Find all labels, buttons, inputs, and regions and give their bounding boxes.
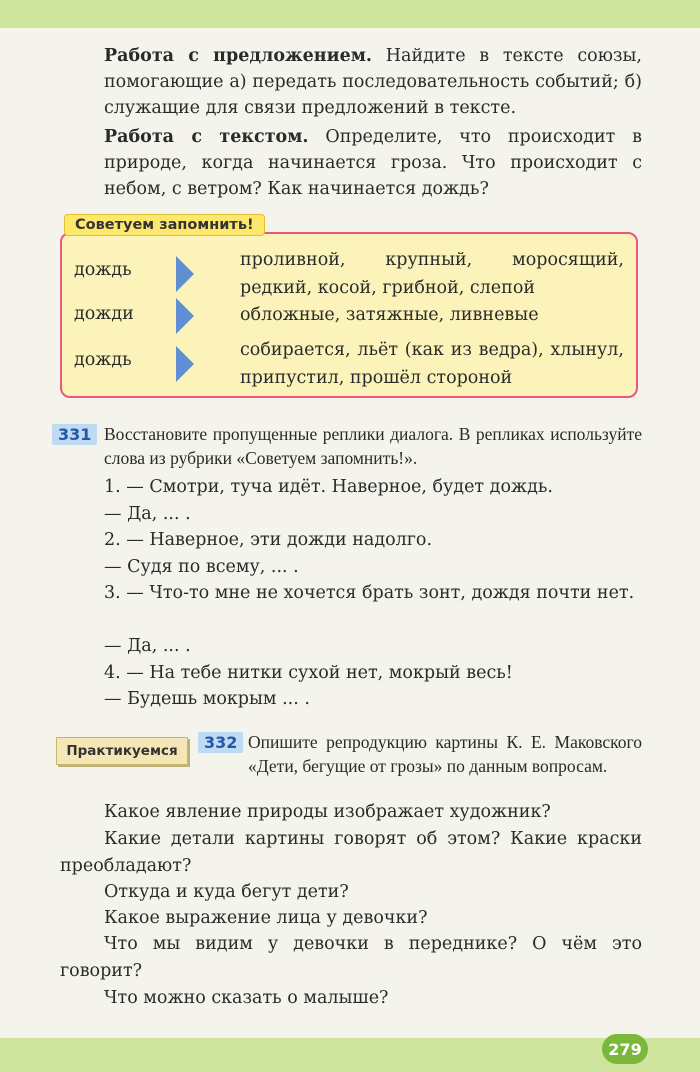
memo-description: обложные, затяжные, ливневые (240, 305, 539, 325)
top-color-band (0, 0, 700, 28)
memo-box (60, 232, 638, 398)
sentence-task-title: Работа с предложением. (104, 46, 373, 66)
sentence-task-text: Найдите в тексте союзы, помогающие а) передать последовательность событий; б) служащие для связи предложений в тексте. (104, 46, 642, 118)
memo-title: Советуем запомнить! (64, 214, 265, 236)
dialogue-line: — Да, ... . (104, 504, 191, 524)
question-line: Что мы видим у девочки в переднике? О чём это говорит? (60, 934, 642, 981)
exercise-instruction: Восстановите пропущенные реплики диалога. В репликах используйте слова из рубрики «Советуем запомнить!». (104, 424, 642, 468)
practice-tag: Практикуемся (56, 737, 188, 765)
memo-word: дождь (74, 350, 132, 370)
exercise-number: 331 (52, 424, 97, 445)
question-line: Какое выражение лица у девочки? (104, 908, 428, 928)
dialogue-line: — Судя по всему, ... . (104, 557, 299, 577)
dialogue-line: 3. — Что-то мне не хочется брать зонт, дождя почти нет. (104, 583, 635, 603)
question-line: Какое явление природы изображает художник? (104, 802, 551, 822)
memo-description: проливной, крупный, моросящий, редкий, косой, грибной, слепой (240, 250, 624, 298)
arrow-right-icon (176, 298, 194, 334)
text-task-title: Работа с текстом. (104, 127, 309, 147)
dialogue-line: — Да, ... . (104, 636, 191, 656)
dialogue-line: — Будешь мокрым ... . (104, 689, 310, 709)
question-line: Что можно сказать о малыше? (104, 988, 389, 1008)
bottom-color-band (0, 1038, 700, 1072)
text-task (104, 124, 642, 202)
arrow-right-icon (176, 346, 194, 382)
memo-description: собирается, льёт (как из ведра), хлынул, припустил, прошёл стороной (240, 340, 624, 388)
memo-word: дождь (74, 260, 132, 280)
dialogue-line: 4. — На тебе нитки сухой нет, мокрый весь! (104, 663, 513, 683)
exercise-instruction: Опишите репродукцию картины К. Е. Маковского «Дети, бегущие от грозы» по данным вопросам. (248, 732, 642, 776)
memo-row (62, 246, 636, 302)
exercise-number: 332 (198, 732, 243, 753)
arrow-right-icon (176, 256, 194, 292)
sentence-task (104, 43, 642, 121)
text-task-text: Определите, что происходит в природе, когда начинается гроза. Что происходит с небом, с ветром? Как начинается дождь? (104, 127, 642, 199)
dialogue-line: 2. — Наверное, эти дожди надолго. (104, 530, 433, 550)
dialogue-line: 1. — Смотри, туча идёт. Наверное, будет дождь. (104, 477, 553, 497)
question-line: Какие детали картины говорят об этом? Какие краски преобладают? (60, 829, 642, 876)
memo-word: дожди (74, 304, 134, 324)
question-line: Откуда и куда бегут дети? (104, 882, 349, 902)
page-number: 279 (602, 1034, 648, 1064)
memo-row (62, 336, 636, 392)
memo-row (62, 304, 636, 334)
